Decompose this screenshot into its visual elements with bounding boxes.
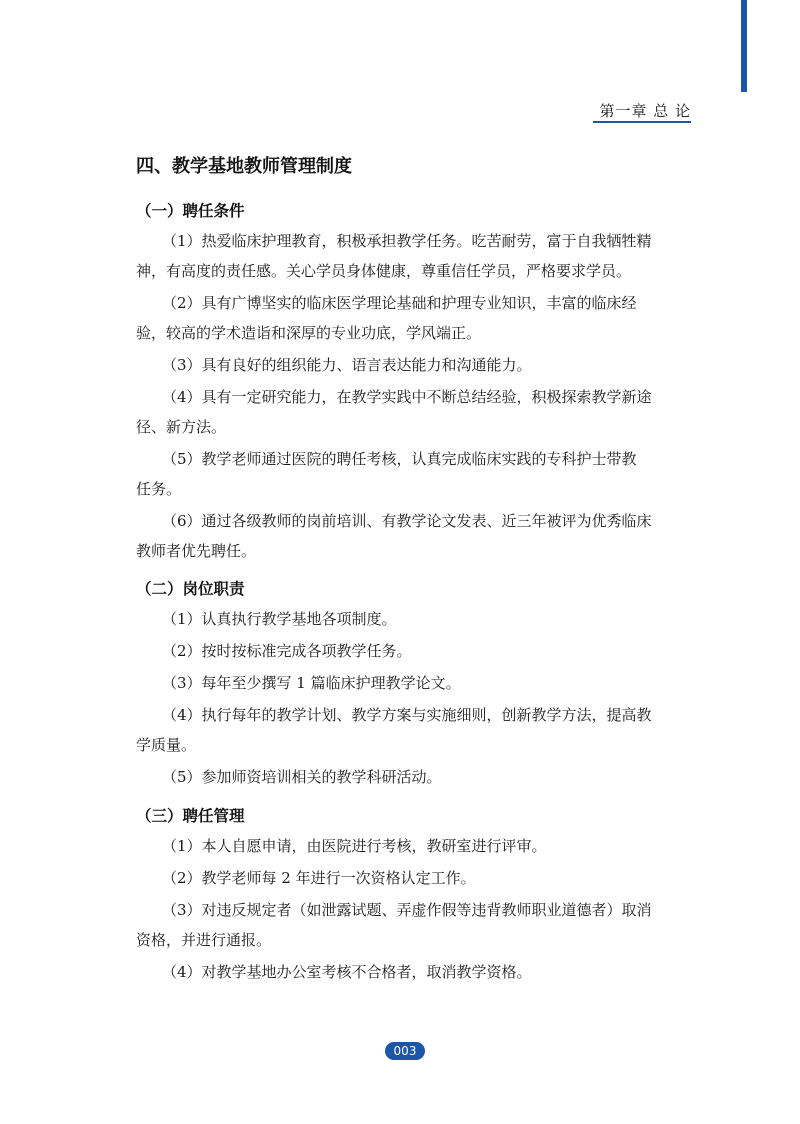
paragraph-line: （1）本人自愿申请，由医院进行考核，教研室进行评审。 (162, 837, 547, 855)
paragraph-line: （4）对教学基地办公室考核不合格者，取消教学资格。 (162, 963, 532, 981)
paragraph-line: （1）认真执行教学基地各项制度。 (162, 610, 397, 628)
paragraph-line: 径、新方法。 (136, 418, 227, 436)
paragraph-line: （2）具有广博坚实的临床医学理论基础和护理专业知识，丰富的临床经 (162, 294, 637, 312)
paragraph-line: （4）具有一定研究能力，在教学实践中不断总结经验，积极探索教学新途 (162, 388, 652, 406)
subsection-heading-2: （二）岗位职责 (136, 580, 245, 598)
paragraph-line: 学质量。 (136, 736, 197, 754)
paragraph-line: （2）教学老师每 2 年进行一次资格认定工作。 (162, 869, 476, 887)
paragraph-line: （6）通过各级教师的岗前培训、有教学论文发表、近三年被评为优秀临床 (162, 512, 652, 530)
paragraph-line: （5）参加师资培训相关的教学科研活动。 (162, 768, 442, 786)
paragraph-line: （3）对违反规定者（如泄露试题、弄虚作假等违背教师职业道德者）取消 (162, 901, 652, 919)
paragraph-line: （4）执行每年的教学计划、教学方案与实施细则，创新教学方法，提高教 (162, 706, 652, 724)
section-title: 四、教学基地教师管理制度 (136, 156, 352, 177)
paragraph-line: 任务。 (136, 480, 182, 498)
paragraph-line: （3）具有良好的组织能力、语言表达能力和沟通能力。 (162, 356, 532, 374)
running-head: 第一章 总 论 (599, 102, 691, 120)
paragraph-line: （1）热爱临床护理教育，积极承担教学任务。吃苦耐劳，富于自我牺牲精 (162, 232, 652, 250)
paragraph-line: 验，较高的学术造诣和深厚的专业功底，学风端正。 (136, 324, 482, 342)
paragraph-line: 资格，并进行通报。 (136, 931, 272, 949)
paragraph-line: （3）每年至少撰写 1 篇临床护理教学论文。 (162, 674, 461, 692)
paragraph-line: 神，有高度的责任感。关心学员身体健康，尊重信任学员，严格要求学员。 (136, 262, 632, 280)
page-number: 003 (385, 1042, 425, 1060)
subsection-heading-1: （一）聘任条件 (136, 202, 245, 220)
paragraph-line: 教师者优先聘任。 (136, 542, 257, 560)
subsection-heading-3: （三）聘任管理 (136, 807, 245, 825)
paragraph-line: （2）按时按标准完成各项教学任务。 (162, 642, 412, 660)
paragraph-line: （5）教学老师通过医院的聘任考核，认真完成临床实践的专科护士带教 (162, 450, 637, 468)
